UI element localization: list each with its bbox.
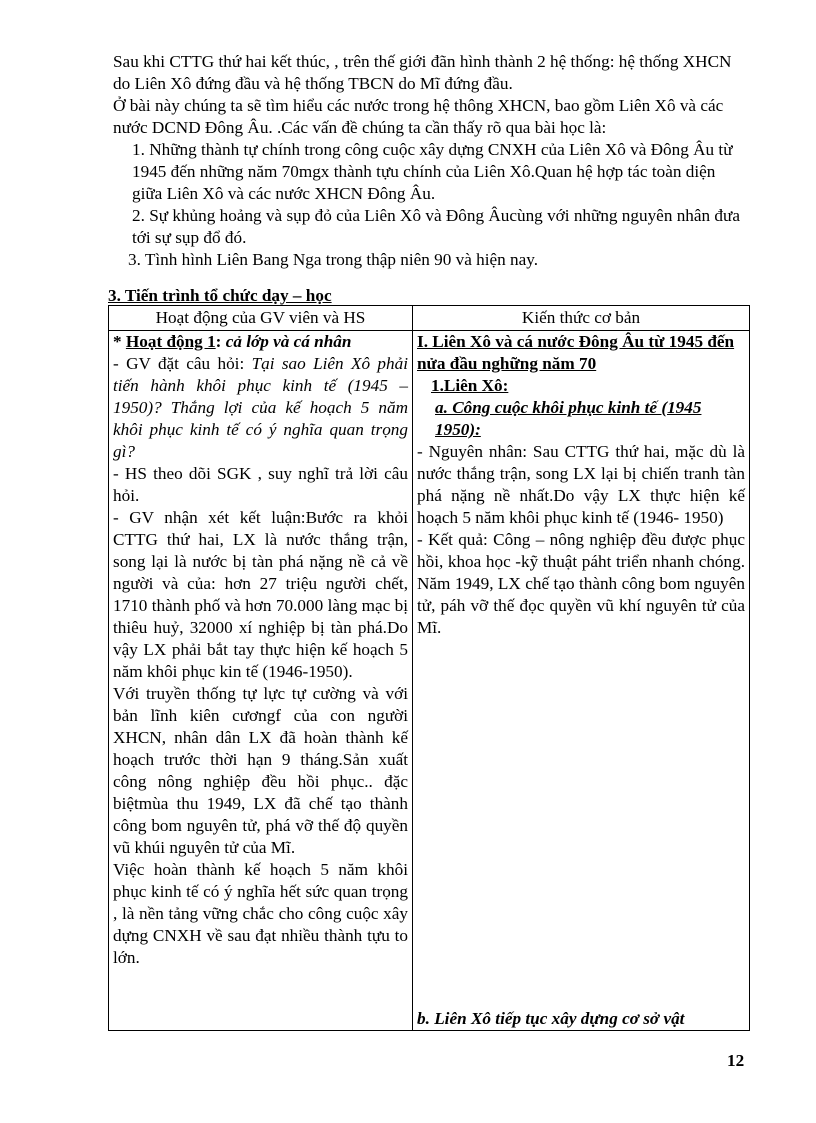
intro-block (108, 51, 748, 271)
intro-point-1: 1. Những thành tự chính trong công cuộc xây dựng CNXH của Liên Xô và Đông Âu từ 1945 đến những năm 70mgx thành tựu chính của Liên Xô.Quan hệ hợp tác toàn diện giữa Liên Xô và các nước XHCN Đông Âu. (132, 140, 733, 203)
section-heading: 3. Tiến trình tổ chức dạy – học (108, 286, 332, 305)
cause-paragraph: - Nguyên nhân: Sau CTTG thứ hai, mặc dù là nước thắng trận, song LX lại bị chiến tranh tàn phá nặng nề nhất.Do vậy LX thực hiện kế hoạch 5 năm khôi phục kinh tế (1946- 1950) (417, 442, 745, 527)
subsection-1a: a. Công cuộc khôi phục kinh tế (1945 1950): (435, 398, 702, 439)
page-number: 12 (727, 1051, 745, 1070)
subsection-1b: b. Liên Xô tiếp tục xây dựng cơ sở vật (417, 1009, 685, 1028)
gv-conclusion: - GV nhận xét kết luận:Bước ra khỏi CTTG thứ hai, LX là nước thắng trận, song lại là nước bị tàn phá nặng nề cả về người và của: hơn 27 triệu người chết, 1710 thành phố và hơn 70.000 làng mạc bị thiêu huỷ, 32000 xí nghiệp bị tàn phá.Do vậy LX phải bắt tay thực hiện kế hoạch 5 năm khôi phục kin tế (1946-1950). (113, 508, 408, 681)
tradition-paragraph: Với truyền thống tự lực tự cường và với bản lĩnh kiên cươngf của con người XHCN, nhân dân LX đã hoàn thành kế hoạch trước thời hạn 9 tháng.Sản xuất công nông nghiệp đều hồi phục.. đặc biệtmùa thu 1949, LX đã chế tạo thành công bom nguyên tử, phá vỡ thế độ quyền vũ khúi nguyên tử của Mĩ. (113, 684, 408, 857)
subsection-1: 1.Liên Xô: (431, 376, 509, 395)
header-right: Kiến thức cơ bản (413, 306, 750, 331)
gv-question: - GV đặt câu hỏi: Tại sao Liên Xô phải tiến hành khôi phục kinh tế (1945 – 1950)? Thắng lợi của kế hoạch 5 năm khôi phục kinh tế có ý nghĩa quan trọng gì? (113, 354, 408, 461)
activity-heading: * Hoạt động 1: cả lớp và cá nhân (113, 332, 352, 351)
table-row (109, 331, 750, 1031)
lesson-table (108, 305, 750, 1031)
header-left: Hoạt động của GV viên và HS (109, 306, 413, 331)
intro-point-3: 3. Tình hình Liên Bang Nga trong thập niên 90 và hiện nay. (128, 250, 539, 269)
left-cell (109, 331, 413, 1031)
result-paragraph: - Kết quả: Công – nông nghiệp đều được phục hồi, khoa học -kỹ thuật páht triển nhanh chóng. Năm 1949, LX chế tạo thành công bom nguyên tử, páh vỡ thế đọc quyền vũ khí nguyên tử của Mĩ. (417, 530, 745, 637)
right-top-content (417, 331, 745, 639)
hs-task: - HS theo dõi SGK , suy nghĩ trả lời câu hỏi. (113, 464, 408, 505)
right-cell (413, 331, 750, 1031)
significance-paragraph: Việc hoàn thành kế hoạch 5 năm khôi phục kinh tế có ý nghĩa hết sức quan trọng , là nền tảng vững chắc cho công cuộc xây dựng CNXH về sau đạt nhiều thành tựu to lớn. (113, 860, 408, 967)
table-header-row (109, 306, 750, 331)
intro-paragraph-2: Ở bài này chúng ta sẽ tìm hiểu các nước trong hệ thông XHCN, bao gồm Liên Xô và các nước DCND Đông Âu. .Các vấn đề chúng ta cần thấy rõ qua bài học là: (113, 96, 724, 137)
intro-paragraph-1: Sau khi CTTG thứ hai kết thúc, , trên thế giới đãn hình thành 2 hệ thống: hệ thống XHCN do Liên Xô đứng đầu và hệ thống TBCN do Mĩ đứng đầu. (113, 52, 732, 93)
intro-point-2: 2. Sự khủng hoảng và sụp đỏ của Liên Xô và Đông Âucùng với những nguyên nhân đưa tới sự sụp đổ đó. (132, 206, 740, 247)
section-title: I. Liên Xô và cá nước Đông Âu từ 1945 đến nửa đầu nghững năm 70 (417, 332, 735, 373)
